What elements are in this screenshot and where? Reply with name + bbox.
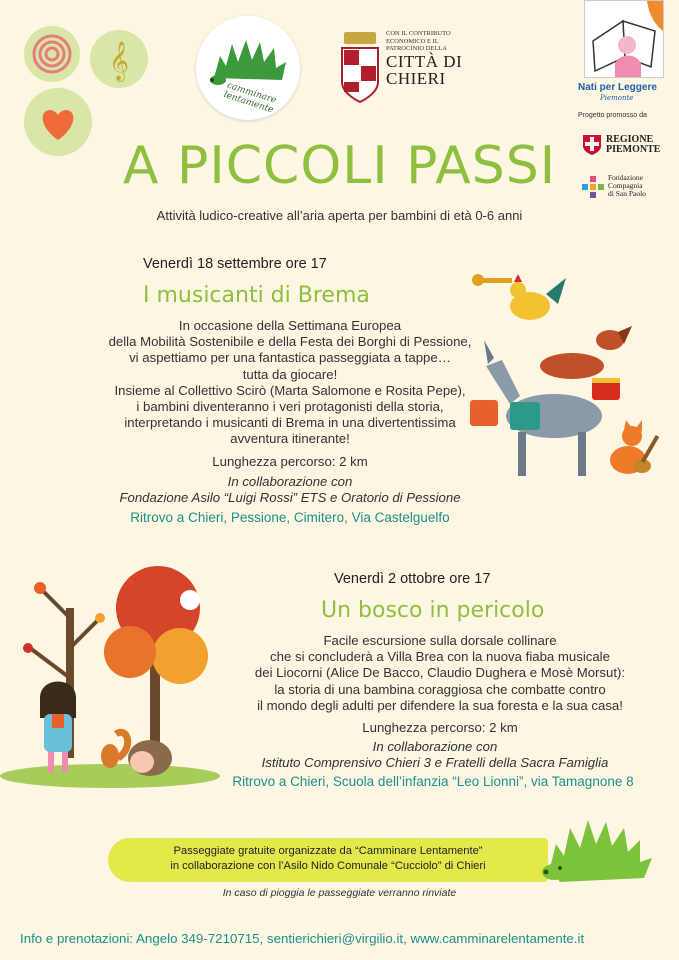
nati-per-leggere-title: Nati per Leggere <box>578 82 657 93</box>
rooster-icon <box>472 274 566 320</box>
regione-name: REGIONE PIEMONTE <box>606 134 661 155</box>
event2-title: Un bosco in pericolo <box>321 598 545 623</box>
bremen-musicians-illustration <box>462 264 662 494</box>
spiral-icon <box>24 26 80 82</box>
rain-note: In caso di pioggia le passeggiate verranno rinviate <box>222 887 457 899</box>
event1-date: Venerdì 18 settembre ore 17 <box>143 256 327 272</box>
camminare-lentamente-logo <box>196 16 300 120</box>
hedgehog-icon <box>128 740 172 776</box>
event1-title: I musicanti di Brema <box>143 283 370 308</box>
chieri-name: CITTÀ DI CHIERI <box>386 52 463 88</box>
dog-icon <box>540 326 632 400</box>
hedgehog-icon <box>540 808 660 892</box>
nati-per-leggere-region: Piemonte <box>600 94 634 102</box>
girl-icon <box>40 682 76 773</box>
event1-description: In occasione della Settimana Europea della Mobilità Sostenibile e della Festa dei Borghi di Pessione, vi aspettiamo per una fantastica passeggiata a tappe… tutta da giocare! Insieme al Collettivo Scirò (Marta Salomone e Rosita Pepe), i bambini diventeranno i veri protagonisti della storia, interpretando i musicanti di Brema in una divertentissima avventura itinerante! <box>108 318 472 447</box>
event2-meeting-point: Ritrovo a Chieri, Scuola dell’infanzia “Leo Lionni”, via Tamagnone 8 <box>232 774 634 789</box>
free-walks-banner <box>108 838 548 882</box>
cat-icon <box>610 420 659 474</box>
event2-description: Facile escursione sulla dorsale collinare che si concluderà a Villa Brea con la nuova fiaba musicale dei Liocorni (Alice De Bacco, Claudio Dughera e Mosè Morsut): la storia di una bambina coraggiosa che combatte contro il mondo degli adulti per difendere la sua foresta e la sua casa! <box>254 633 626 713</box>
chieri-contribution-text: CON IL CONTRIBUTO ECONOMICO E IL PATROCINIO DELLA <box>386 30 451 52</box>
fondazione-name: Fondazione Compagnia di San Paolo <box>608 173 646 198</box>
event1-collaboration: In collaborazione con Fondazione Asilo “Luigi Rossi” ETS e Oratorio di Pessione <box>119 474 461 505</box>
music-badge <box>90 30 148 88</box>
event2-date: Venerdì 2 ottobre ore 17 <box>334 571 491 587</box>
page-subtitle: Attività ludico-creative all’aria aperta per bambini di età 0-6 anni <box>156 208 523 223</box>
event1-length: Lunghezza percorso: 2 km <box>212 454 368 469</box>
nati-per-leggere-logo <box>584 0 664 78</box>
autumn-tree-icon <box>104 566 208 768</box>
promoted-by-label: Progetto promosso da <box>578 112 647 119</box>
reading-child-icon <box>585 1 663 77</box>
logo-text: camminare lentamente <box>222 80 278 116</box>
squirrel-icon <box>101 732 128 768</box>
event2-length: Lunghezza percorso: 2 km <box>362 720 518 735</box>
treble-clef-icon <box>90 30 148 88</box>
banner-text: Passeggiate gratuite organizzate da “Camminare Lentamente” in collaborazione con l’Asilo Nido Comunale “Cucciolo” di Chieri <box>170 845 486 872</box>
spiral-badge <box>24 26 80 82</box>
event1-meeting-point: Ritrovo a Chieri, Pessione, Cimitero, Via Castelguelfo <box>130 510 450 525</box>
event2-collaboration: In collaborazione con Istituto Comprensivo Chieri 3 e Fratelli della Sacra Famiglia <box>261 739 609 770</box>
contact-info: Info e prenotazioni: Angelo 349-7210715, sentierichieri@virgilio.it, www.camminarelentamente.it <box>20 931 585 946</box>
forest-illustration <box>0 548 220 788</box>
svg-text:𝄞: 𝄞 <box>108 41 130 81</box>
page-title: A PICCOLI PASSI <box>122 136 557 196</box>
chieri-patronage <box>338 30 468 110</box>
chieri-coat-of-arms-icon <box>338 30 382 106</box>
